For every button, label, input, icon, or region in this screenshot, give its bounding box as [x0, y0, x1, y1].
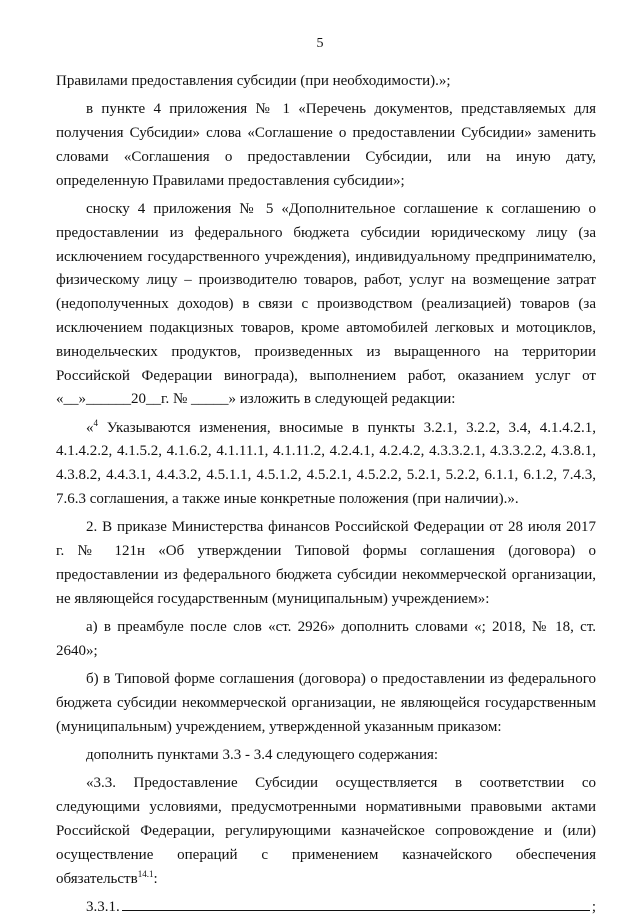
paragraph-9-text: «3.3. Предоставление Субсидии осуществляется в соответствии со следующими условиями, предусмотренными нормативными правовыми актами Российской Федерации, регулирующими казначейское сопровождение и (или) осуществление операций с применением казначейского обеспечения обязательств: [56, 775, 596, 887]
footnote-mark-14-1: 14.1: [137, 868, 154, 879]
paragraph-5: 2. В приказе Министерства финансов Российской Федерации от 28 июля 2017 г. № 121н «Об утверждении Типовой формы соглашения (договора) о предоставлении из федерального бюджета субсидии некоммерческой организации, не являющейся государственным (муниципальным) учреждением»:: [56, 519, 596, 607]
paragraph-4: [56, 417, 596, 512]
quote-open: «: [86, 419, 94, 436]
paragraph-8: дополнить пунктами 3.3 - 3.4 следующего содержания:: [86, 747, 439, 764]
paragraph-9-tail: :: [153, 870, 158, 887]
paragraph-7: б) в Типовой форме соглашения (договора) о предоставлении из федерального бюджета субсидии некоммерческой организации, не являющейся государственным (муниципальным) учреждением, утвержденной указанным приказом:: [56, 671, 596, 735]
paragraph-4-text: Указываются изменения, вносимые в пункты 3.2.1, 3.2.2, 3.4, 4.1.4.2.1, 4.1.4.2.2, 4.1.5.2, 4.1.6.2, 4.1.11.1, 4.1.11.2, 4.2.4.1, 4.2.4.2, 4.3.3.2.1, 4.3.3.2.2, 4.3.8.1, 4.3.8.2, 4.4.3.1, 4.4.3.2, 4.5.1.1, 4.5.1.2, 4.5.2.1, 4.5.2.2, 5.2.1, 5.2.2, 6.1.1, 6.1.2, 7.4.3, 7.6.3 соглашения, а также иные конкретные положения (при наличии).».: [56, 419, 597, 508]
page-number: 5: [316, 36, 324, 51]
blank-fill-line: [122, 910, 590, 911]
document-body: [56, 70, 596, 920]
footnote-mark-4: 4: [93, 417, 98, 428]
paragraph-3: сноску 4 приложения № 5 «Дополнительное соглашение к соглашению о предоставлении из федерального бюджета субсидии юридическому лицу (за исключением государственного учреждения), индивидуальному предпринимателю, физическому лицу – производителю товаров, работ, услуг на возмещение затрат (недополученных доходов) в связи с производством (реализацией) товаров (за исключением подакцизных товаров, кроме автомобилей легковых и мотоциклов, винодельческих продуктов, произведенных из выращенного на территории Российской Федерации винограда), выполнением работ, оказанием услуг от «__»______20__г. № _____» изложить в следующей редакции:: [56, 200, 596, 408]
item-3-3-1: [56, 896, 596, 920]
paragraph-1: Правилами предоставления субсидии (при необходимости).»;: [56, 73, 451, 89]
paragraph-6: а) в преамбуле после слов «ст. 2926» дополнить словами «; 2018, № 18, ст. 2640»;: [56, 619, 596, 659]
item-3-3-1-label: 3.3.1.: [86, 898, 120, 915]
paragraph-9: [56, 772, 596, 891]
paragraph-2: в пункте 4 приложения № 1 «Перечень документов, представляемых для получения Субсидии» слова «Соглашение о предоставлении Субсидии» заменить словами «Соглашения о предоставлении Субсидии, или на иную дату, определенную Правилами предоставления субсидии»;: [56, 101, 596, 189]
item-3-3-1-end: ;: [591, 898, 596, 915]
